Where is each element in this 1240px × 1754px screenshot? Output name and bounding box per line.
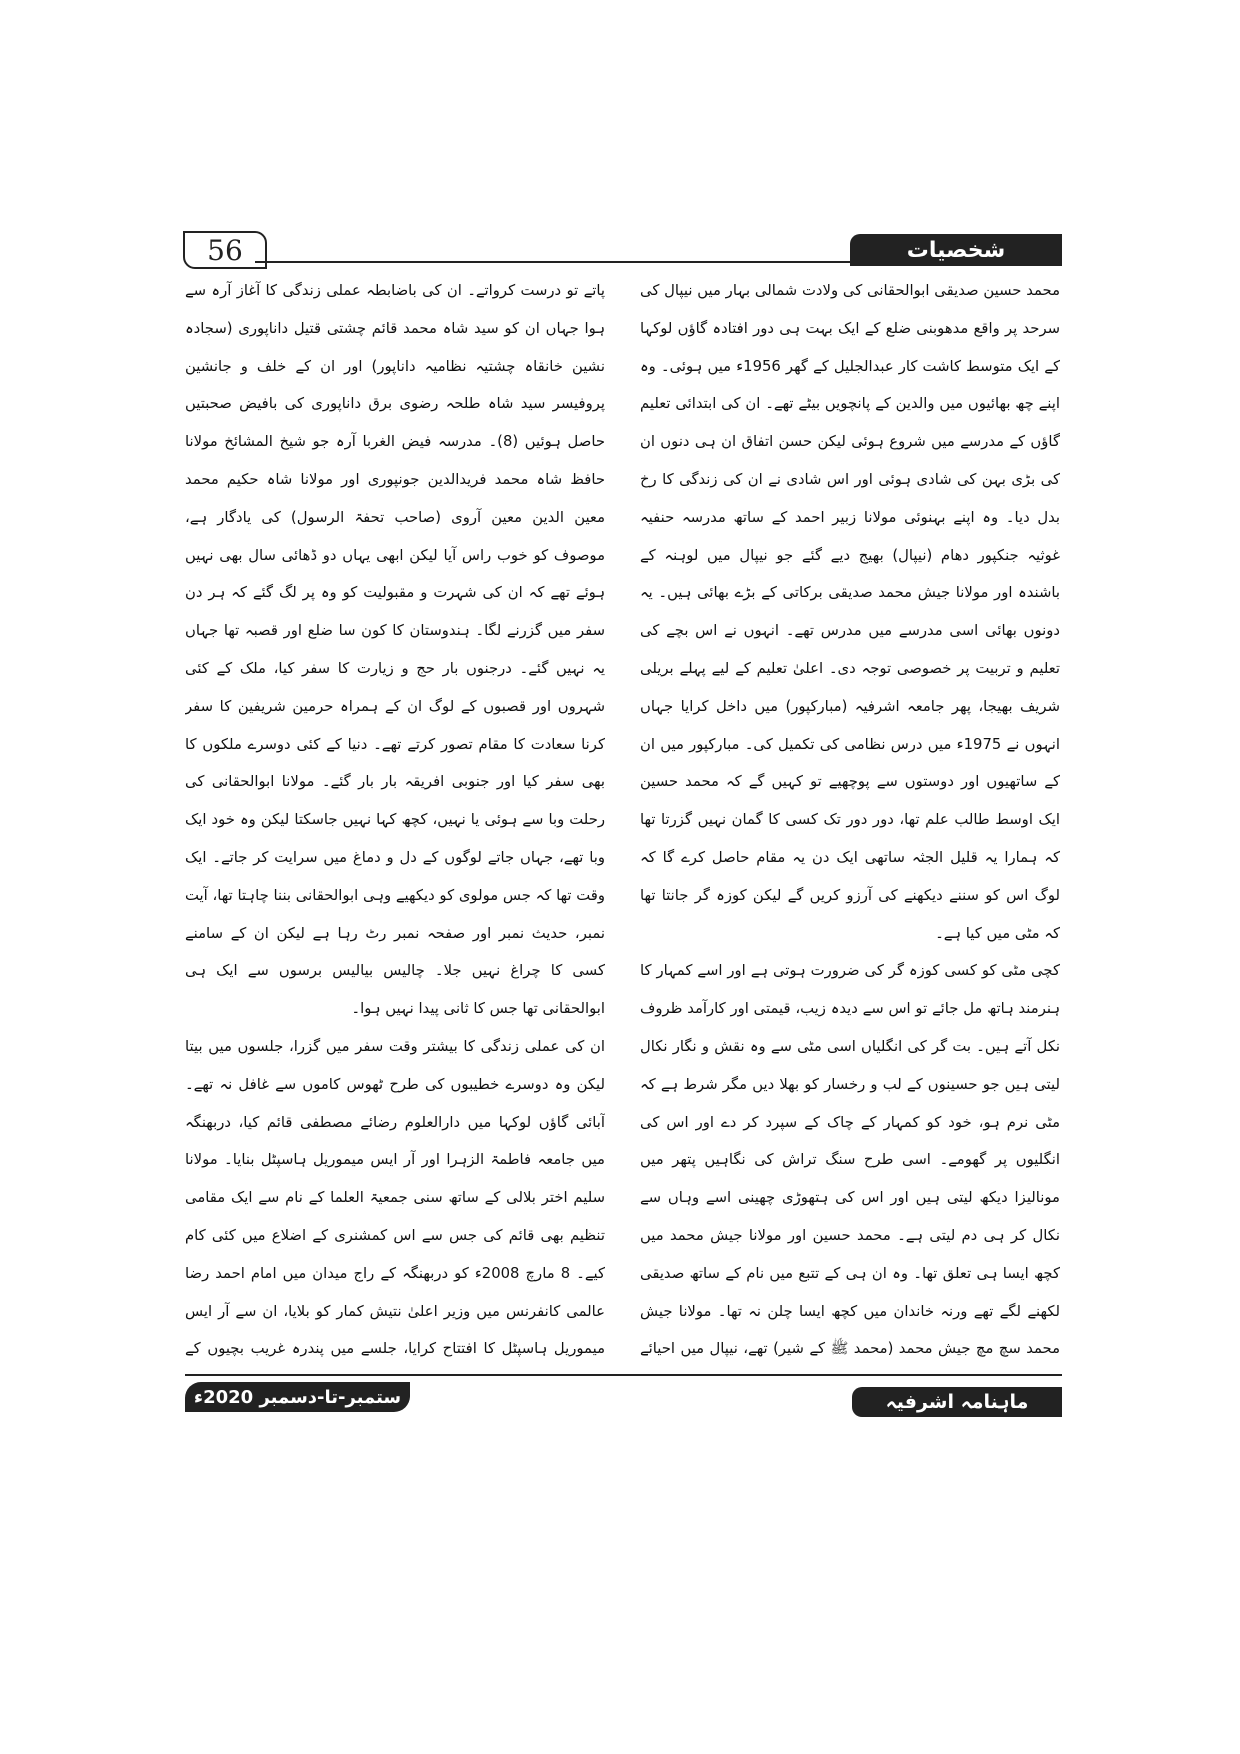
magazine-name: ماہنامہ اشرفیہ bbox=[885, 1391, 1029, 1413]
paragraph: کچی مٹی کو کسی کوزہ گر کی ضرورت ہوتی ہے اور اسے کمہار کا ہنرمند ہاتھ مل جائے تو اس سے دیدہ زیب، قیمتی اور کارآمد ظروف نکل آتے ہیں۔ بت گر کی انگلیاں اسی مٹی سے وہ نقش و نگار نکال لیتی ہیں جو حسینوں کے لب و رخسار کو بھلا دیں مگر شرط ہے کہ مٹی نرم ہو، خود کو کمہار کے چاک کے سپرد کر دے اور اس کی انگلیوں پر گھومے۔ اسی طرح سنگ تراش کی نگاہیں پتھر میں مونالیزا دیکھ لیتی ہیں اور اس کی ہتھوڑی چھینی اسے وہاں سے نکال کر ہی دم لیتی ہے۔ محمد حسین اور مولانا جیش محمد میں کچھ ایسا ہی تعلق تھا۔ وہ ان ہی کے تتبع میں نام کے ساتھ صدیقی لکھنے لگے تھے ورنہ خاندان میں کچھ ایسا چلن نہ تھا۔ مولانا جیش محمد سچ مچ جیش محمد (محمد ﷺ کے شیر) تھے، نیپال میں احیائے bbox=[640, 962, 1060, 1358]
page-number-text: 56 bbox=[207, 233, 243, 267]
paragraph: پاتے تو درست کرواتے۔ ان کی باضابطہ عملی زندگی کا آغاز آرہ سے ہوا جہاں ان کو سید شاہ محمد قائم چشتی قتیل داناپوری (سجادہ نشین خانقاہ چشتیہ نظامیہ داناپور) اور ان کے خلف و جانشین پروفیسر سید شاہ طلحہ رضوی برق داناپوری کی بافیض صحبتیں حاصل ہوئیں (8)۔ مدرسہ فیض الغربا آرہ جو شیخ المشائخ مولانا حافظ شاہ محمد فریدالدین جونپوری اور مولانا شاہ حکیم محمد معین الدین معین آروی (صاحب تحفۃ الرسول) کی یادگار ہے، موصوف کو خوب راس آیا لیکن ابھی یہاں دو ڈھائی سال بھی نہیں ہوئے تھے کہ ان کی شہرت و مقبولیت کو وہ پر لگ گئے کہ ہر دن سفر میں گزرنے لگا۔ ہندوستان کا کون سا ضلع اور قصبہ تھا جہاں یہ نہیں گئے۔ درجنوں بار حج و زیارت کا سفر کیا، ملک کے کئی شہروں اور قصبوں کے لوگ ان کے ہمراہ حرمین شریفین کا سفر کرنا سعادت کا مقام تصور کرتے تھے۔ دنیا کے کئی دوسرے ملکوں کا بھی سفر کیا اور جنوبی افریقہ بار بار گئے۔ مولانا ابوالحقانی کی رحلت وبا سے ہوئی یا نہیں، کچھ کہا نہیں جاسکتا لیکن وہ خود ایک وبا تھے، جہاں جاتے لوگوں کے دل و دماغ میں سرایت کر جاتے۔ ایک وقت تھا کہ جس مولوی کو دیکھیے وہی ابوالحقانی بننا چاہتا تھا، آیت نمبر، حدیث نمبر اور صفحہ نمبر رٹ رہا ہے لیکن ان کے سامنے کسی کا چراغ نہیں جلا۔ چالیس بیالیس برسوں سے ایک ہی ابوالحقانی تھا جس کا ثانی پیدا نہیں ہوا۔ bbox=[185, 282, 605, 1018]
paragraph: محمد حسین صدیقی ابوالحقانی کی ولادت شمالی بہار میں نیپال کی سرحد پر واقع مدھوبنی ضلع کے ایک بہت ہی دور افتادہ گاؤں لوکہا کے ایک متوسط کاشت کار عبدالجلیل کے گھر 1956ء میں ہوئی۔ وہ اپنے چھ بھائیوں میں والدین کے پانچویں بیٹے تھے۔ ان کی ابتدائی تعلیم گاؤں کے مدرسے میں شروع ہوئی لیکن حسن اتفاق ان ہی دنوں ان کی بڑی بہن کی شادی ہوئی اور اس شادی نے ان کی زندگی کا رخ بدل دیا۔ وہ اپنے بہنوئی مولانا زبیر احمد کے ساتھ مدرسہ حنفیہ غوثیہ جنکپور دھام (نیپال) بھیج دیے گئے جو نیپال میں لوہنہ کے باشندہ اور مولانا جیش محمد صدیقی برکاتی کے بڑے بھائی ہیں۔ یہ دونوں بھائی اسی مدرسے میں مدرس تھے۔ انہوں نے اس بچے کی تعلیم و تربیت پر خصوصی توجہ دی۔ اعلیٰ تعلیم کے لیے پہلے بریلی شریف بھیجا، پھر جامعہ اشرفیہ (مبارکپور) میں داخل کرایا جہاں انہوں نے 1975ء میں درس نظامی کی تکمیل کی۔ مبارکپور میں ان کے ساتھیوں اور دوستوں سے پوچھیے تو کہیں گے کہ محمد حسین ایک اوسط طالب علم تھا، دور دور تک کسی کا گمان نہیں گزرتا تھا کہ ہمارا یہ قلیل الجثہ ساتھی ایک دن یہ مقام حاصل کرے گا کہ لوگ اس کو سننے دیکھنے کی آرزو کریں گے لیکن کوزہ گر جانتا تھا کہ مٹی میں کیا ہے۔ bbox=[640, 282, 1060, 942]
footer-rule bbox=[185, 1374, 1062, 1376]
header-rule bbox=[255, 261, 851, 263]
issue-date-banner bbox=[185, 1382, 410, 1412]
paragraph: ان کی عملی زندگی کا بیشتر وقت سفر میں گزرا، جلسوں میں بیتا لیکن وہ دوسرے خطیبوں کی طرح ٹھوس کاموں سے غافل نہ تھے۔ آبائی گاؤں لوکہا میں دارالعلوم رضائے مصطفی قائم کیا، دربھنگہ میں جامعہ فاطمۃ الزہرا اور آر ایس میموریل ہاسپٹل بنایا۔ مولانا سلیم اختر بلالی کے ساتھ سنی جمعیۃ العلما کے نام سے ایک مقامی تنظیم بھی قائم کی جس سے اس کمشنری کے اضلاع میں کئی کام کیے۔ 8 مارچ 2008ء کو دربھنگہ کے راج میدان میں امام احمد رضا عالمی کانفرنس میں وزیر اعلیٰ نتیش کمار کو بلایا، ان سے آر ایس میموریل ہاسپٹل کا افتتاح کرایا، جلسے میں پندرہ غریب بچیوں کے bbox=[185, 1037, 605, 1358]
issue-date: ستمبر-تا-دسمبر 2020ء bbox=[193, 1386, 402, 1408]
section-title-text: شخصیات bbox=[906, 237, 1006, 263]
article-column-left bbox=[185, 272, 605, 1362]
article-column-right bbox=[640, 272, 1060, 1362]
page-number bbox=[183, 231, 267, 269]
section-title bbox=[850, 234, 1062, 266]
magazine-name-banner bbox=[852, 1387, 1062, 1417]
